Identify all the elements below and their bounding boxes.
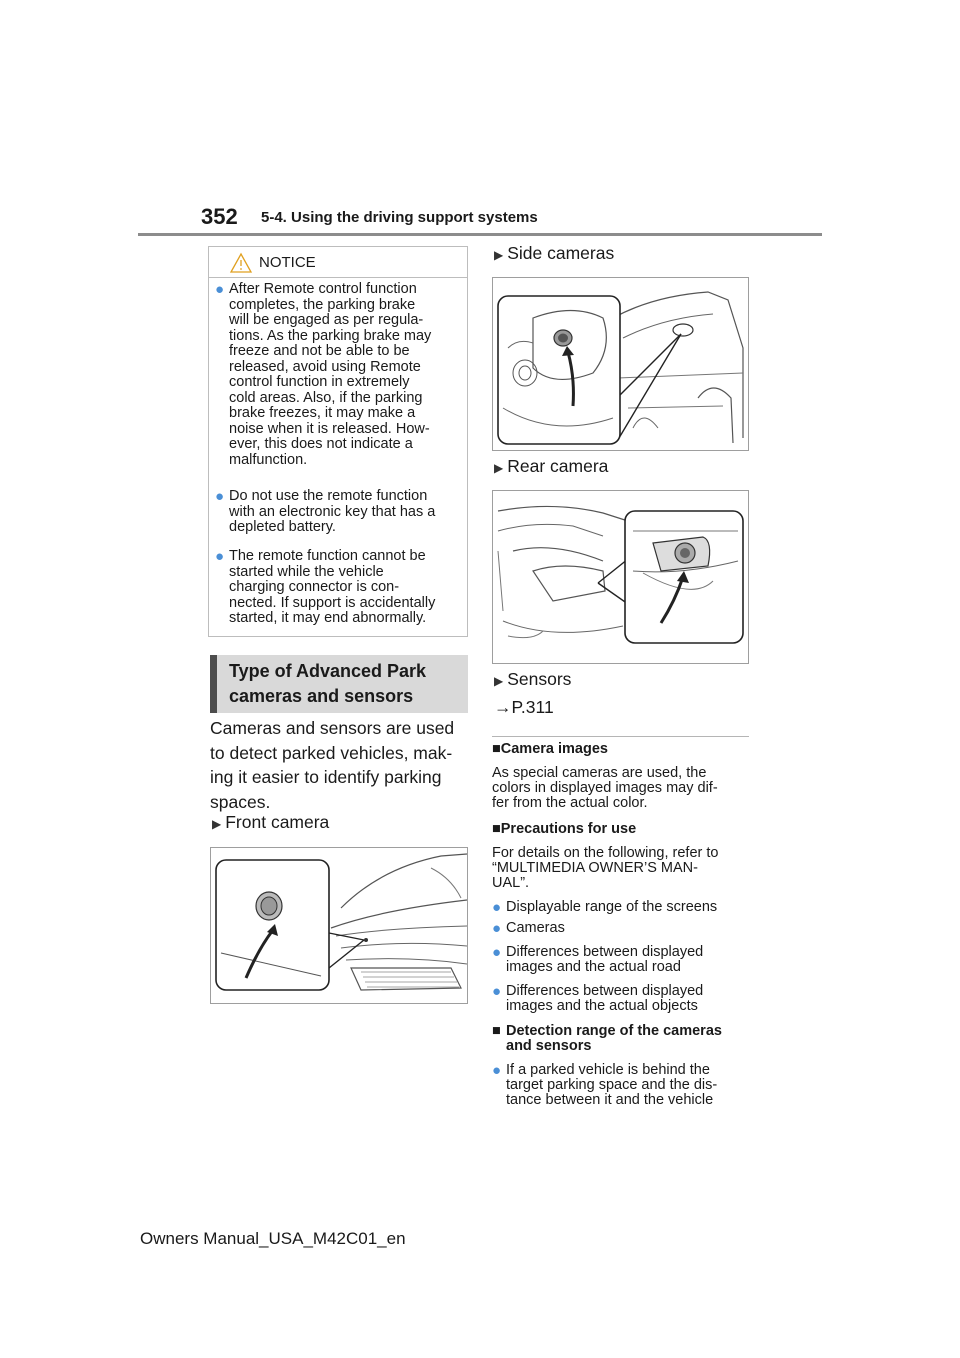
notice-title: NOTICE	[259, 254, 316, 271]
square-bullet-icon: ■	[492, 741, 501, 757]
bullet-dot-icon: ●	[492, 1062, 502, 1079]
rear-camera-label	[494, 456, 608, 477]
triangle-bullet-icon: ▶	[494, 674, 504, 688]
section-heading-text: Type of Advanced Park cameras and sensors	[229, 661, 427, 706]
warning-icon	[229, 252, 253, 274]
notice-header	[209, 247, 467, 278]
list-item-text: Differences between displayed images and the actual objects	[506, 983, 704, 1014]
triangle-bullet-icon: ▶	[212, 817, 222, 831]
rear-camera-figure	[492, 490, 749, 664]
bullet-dot-icon: ●	[492, 944, 502, 961]
side-cameras-label	[494, 243, 614, 264]
square-bullet-icon: ■	[492, 821, 501, 837]
side-cameras-text: Side cameras	[507, 243, 615, 263]
bullet-dot-icon: ●	[215, 488, 225, 505]
header-rule	[138, 233, 822, 236]
section-title: 5-4. Using the driving support systems	[261, 209, 538, 226]
sensors-page-reference[interactable]	[494, 697, 554, 718]
side-cameras-figure	[492, 277, 749, 451]
triangle-bullet-icon: ▶	[494, 461, 504, 475]
sensors-text: Sensors	[507, 669, 572, 689]
camera-images-text: As special cameras are used, the colors in displayed images may dif- fer from the actual color.	[492, 765, 718, 811]
notice-item-text: The remote function cannot be started while the vehicle charging connector is con- nected. If support is accidentally started, it may end abnormally.	[229, 548, 436, 626]
bullet-dot-icon: ●	[492, 983, 502, 1000]
bullet-dot-icon: ●	[492, 899, 502, 916]
separator	[492, 736, 749, 737]
precautions-text: For details on the following, refer to “MULTIMEDIA OWNER’S MAN- UAL”.	[492, 845, 719, 891]
bullet-dot-icon: ●	[215, 548, 225, 565]
camera-images-title: ■Camera images	[492, 741, 608, 757]
list-item-text: Displayable range of the screens	[506, 899, 718, 915]
page-number: 352	[201, 204, 238, 229]
list-item-text: If a parked vehicle is behind the target parking space and the dis- tance between it and the vehicle	[506, 1062, 718, 1108]
front-camera-label	[212, 812, 329, 833]
front-camera-text: Front camera	[225, 812, 330, 832]
section-heading	[210, 655, 468, 713]
rear-camera-text: Rear camera	[507, 456, 609, 476]
intro-paragraph: Cameras and sensors are used to detect parked vehicles, mak- ing it easier to identify parking spaces.	[210, 718, 455, 812]
square-bullet-icon: ■	[492, 1023, 501, 1039]
precautions-title: ■Precautions for use	[492, 821, 637, 837]
sensors-label	[494, 669, 571, 690]
triangle-bullet-icon: ▶	[494, 248, 504, 262]
notice-item-text: Do not use the remote function with an electronic key that has a depleted battery.	[229, 488, 436, 535]
page-link[interactable]: P.311	[511, 697, 554, 717]
arrow-right-icon: →	[494, 697, 512, 717]
front-camera-figure	[210, 847, 468, 1004]
notice-item-text: After Remote control function completes, the parking brake will be engaged as per regula- tions. As the parking brake may freeze and not be able to be released, avoid using Remote control function in extremely cold areas. Also, if the parking brake freezes, it may make a noise when it is released. How- ever, this does not indicate a malfunction.	[229, 281, 432, 468]
bullet-dot-icon: ●	[215, 281, 225, 298]
bullet-dot-icon: ●	[492, 920, 502, 937]
list-item-text: Cameras	[506, 920, 565, 936]
notice-box	[208, 246, 468, 637]
list-item-text: Differences between displayed images and the actual road	[506, 944, 704, 975]
footer-text: Owners Manual_USA_M42C01_en	[140, 1229, 406, 1248]
